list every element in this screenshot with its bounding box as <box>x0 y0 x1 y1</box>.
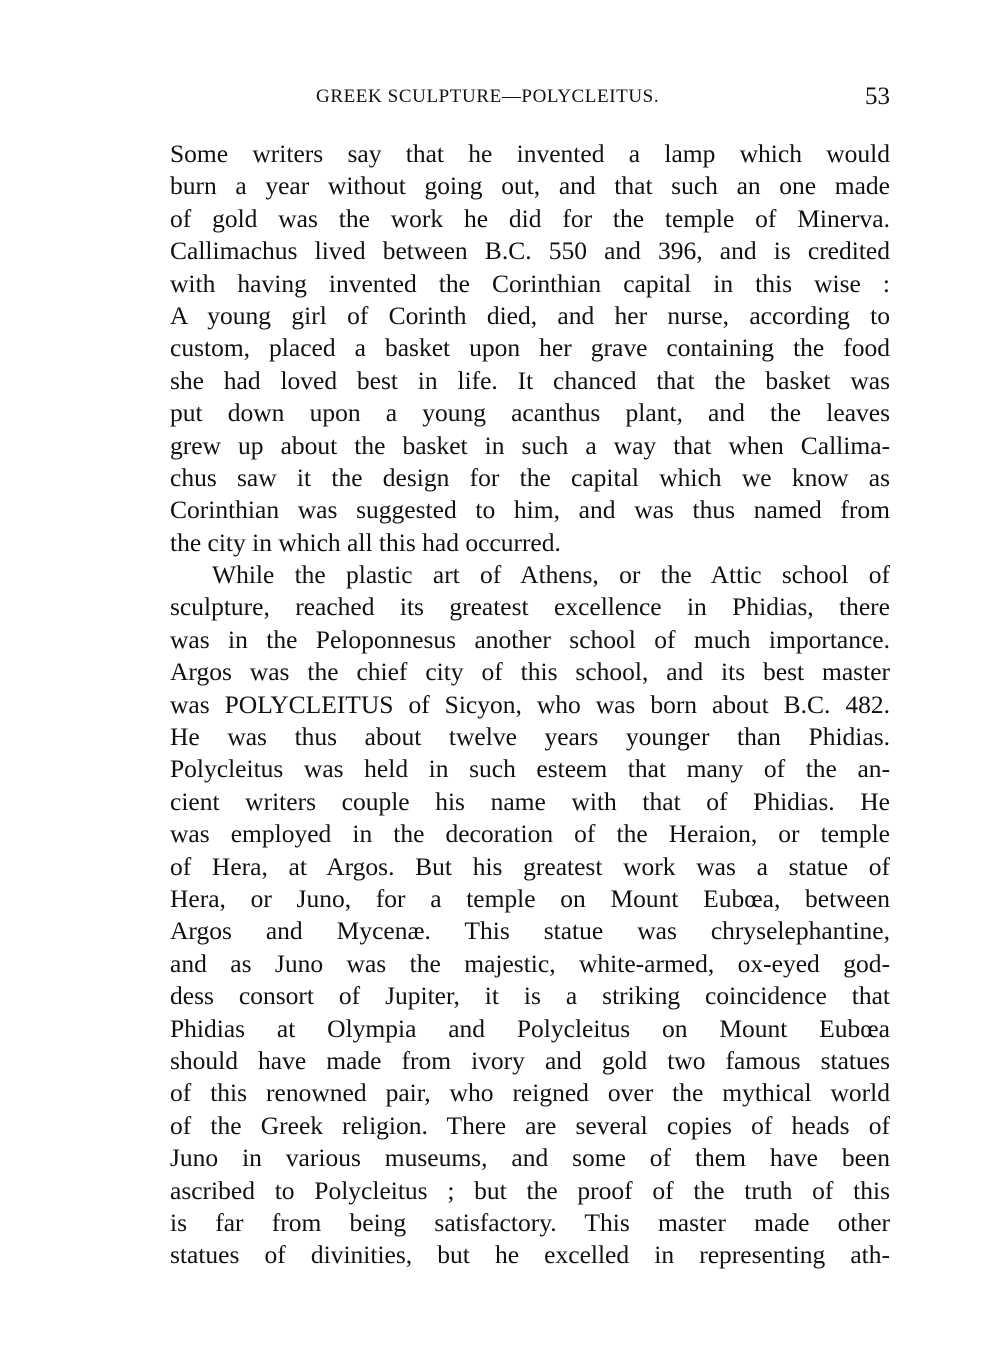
text-line: of Hera, at Argos. But his greatest work was a statue of <box>170 851 890 881</box>
text-line: of gold was the work he did for the temple of Minerva. <box>170 203 890 233</box>
text-line: and as Juno was the majestic, white-armed, ox-eyed god- <box>170 948 890 978</box>
paragraph-2 <box>170 559 890 1272</box>
page-number: 53 <box>865 83 890 110</box>
text-line: was in the Peloponnesus another school of much importance. <box>170 624 890 654</box>
text-line: was employed in the decoration of the Heraion, or temple <box>170 819 890 849</box>
text-line: Callimachus lived between B.C. 550 and 396, and is credited <box>170 236 890 266</box>
text-line: statues of divinities, but he excelled in representing ath- <box>170 1240 890 1270</box>
text-line: grew up about the basket in such a way that when Callima- <box>170 430 890 460</box>
text-line: is far from being satisfactory. This master made other <box>170 1207 890 1237</box>
text-line: sculpture, reached its greatest excellence in Phidias, there <box>170 592 890 622</box>
text-line: of the Greek religion. There are several copies of heads of <box>170 1110 890 1140</box>
running-head <box>170 82 890 112</box>
text-line: While the plastic art of Athens, or the Attic school of <box>212 560 890 590</box>
text-line: was POLYCLEITUS of Sicyon, who was born about B.C. 482. <box>170 689 890 719</box>
text-line: Phidias at Olympia and Polycleitus on Mount Eubœa <box>170 1013 890 1043</box>
text-line: with having invented the Corinthian capital in this wise : <box>170 268 890 298</box>
text-line: ascribed to Polycleitus ; but the proof of the truth of this <box>170 1175 890 1205</box>
text-line: He was thus about twelve years younger than Phidias. <box>170 722 890 752</box>
text-line: of this renowned pair, who reigned over the mythical world <box>170 1078 890 1108</box>
text-line: dess consort of Jupiter, it is a striking coincidence that <box>170 981 890 1011</box>
running-title: GREEK SCULPTURE—POLYCLEITUS. <box>316 86 660 107</box>
text-line: Argos was the chief city of this school, and its best master <box>170 657 890 687</box>
text-line: custom, placed a basket upon her grave containing the food <box>170 333 890 363</box>
text-line: should have made from ivory and gold two famous statues <box>170 1045 890 1075</box>
text-line: A young girl of Corinth died, and her nurse, according to <box>170 300 890 330</box>
text-line: Polycleitus was held in such esteem that many of the an- <box>170 754 890 784</box>
body-text <box>170 138 890 1272</box>
text-line: the city in which all this had occurred. <box>170 527 561 557</box>
text-line: Argos and Mycenæ. This statue was chryselephantine, <box>170 916 890 946</box>
text-line: chus saw it the design for the capital which we know as <box>170 462 890 492</box>
text-line: Juno in various museums, and some of them have been <box>170 1143 890 1173</box>
text-line: cient writers couple his name with that of Phidias. He <box>170 786 890 816</box>
text-line: Corinthian was suggested to him, and was thus named from <box>170 495 890 525</box>
text-line: put down upon a young acanthus plant, and the leaves <box>170 398 890 428</box>
paragraph-1 <box>170 138 890 559</box>
text-line: she had loved best in life. It chanced that the basket was <box>170 365 890 395</box>
text-line: burn a year without going out, and that such an one made <box>170 171 890 201</box>
text-line: Some writers say that he invented a lamp which would <box>170 139 890 168</box>
text-line: Hera, or Juno, for a temple on Mount Eubœa, between <box>170 883 890 913</box>
